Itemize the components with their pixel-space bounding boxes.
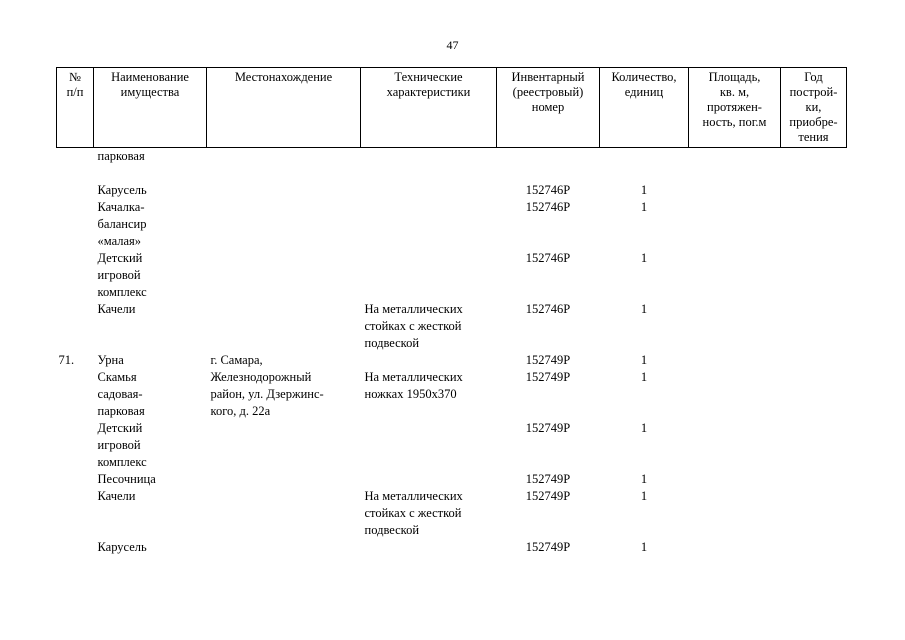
property-table — [56, 67, 847, 556]
cell-inventory: 152749Р — [525, 370, 571, 384]
cell-num — [57, 539, 94, 556]
spacer-row — [57, 165, 847, 182]
cell-location — [207, 148, 361, 166]
cell-tech: На металлических стойках с жесткой подвеской — [364, 302, 463, 350]
cell-location — [207, 539, 361, 556]
cell-location — [207, 471, 361, 488]
cell-tech — [361, 471, 497, 488]
cell-area — [689, 420, 781, 471]
cell-year — [781, 301, 847, 352]
cell-name: Качели — [97, 489, 136, 503]
cell-name: парковая — [97, 149, 145, 163]
cell-year — [781, 148, 847, 166]
table-row — [57, 488, 847, 539]
cell-num — [57, 488, 94, 539]
cell-inventory: 152749Р — [525, 489, 571, 503]
cell-name: Качели — [97, 302, 136, 316]
cell-inventory: 152746Р — [525, 251, 571, 265]
cell-inventory: 152746Р — [525, 302, 571, 316]
cell-quantity: 1 — [640, 489, 648, 503]
cell-name: Детский игровой комплекс — [97, 421, 147, 469]
cell-tech — [361, 148, 497, 166]
cell-area — [689, 369, 781, 420]
cell-tech: На металлических ножках 1950х370 — [364, 370, 463, 401]
table-row — [57, 539, 847, 556]
cell-tech — [361, 539, 497, 556]
cell-num — [57, 250, 94, 301]
cell-tech — [361, 352, 497, 369]
cell-area — [689, 539, 781, 556]
cell-num — [57, 420, 94, 471]
cell-num — [57, 301, 94, 352]
cell-location — [207, 488, 361, 539]
cell-location: г. Самара, — [210, 353, 263, 367]
cell-area — [689, 148, 781, 166]
cell-inventory: 152746Р — [525, 200, 571, 214]
header-year: Год построй- ки, приобре- тения — [781, 68, 847, 148]
cell-inventory: 152749Р — [525, 421, 571, 435]
cell-area — [689, 352, 781, 369]
cell-quantity: 1 — [640, 183, 648, 197]
cell-area — [689, 301, 781, 352]
header-tech: Технические характеристики — [361, 68, 497, 148]
table-row — [57, 301, 847, 352]
cell-location — [207, 420, 361, 471]
header-area: Площадь, кв. м, протяжен- ность, пог.м — [689, 68, 781, 148]
cell-tech — [361, 420, 497, 471]
table-row — [57, 352, 847, 369]
cell-year — [781, 488, 847, 539]
cell-num — [57, 471, 94, 488]
cell-location — [207, 199, 361, 250]
cell-num — [57, 199, 94, 250]
cell-area — [689, 250, 781, 301]
table-row — [57, 182, 847, 199]
cell-year — [781, 352, 847, 369]
header-inventory: Инвентарный (реестровый) номер — [497, 68, 600, 148]
cell-location — [207, 301, 361, 352]
table-header-row — [57, 68, 847, 148]
table-row — [57, 369, 847, 420]
table-row — [57, 148, 847, 166]
cell-area — [689, 471, 781, 488]
cell-year — [781, 182, 847, 199]
cell-quantity: 1 — [640, 370, 648, 384]
cell-quantity: 1 — [640, 353, 648, 367]
cell-inventory: 152749Р — [525, 540, 571, 554]
cell-year — [781, 250, 847, 301]
cell-year — [781, 369, 847, 420]
cell-quantity: 1 — [640, 472, 648, 486]
cell-name: Карусель — [97, 540, 147, 554]
cell-inventory — [497, 148, 600, 166]
table-row — [57, 250, 847, 301]
cell-tech — [361, 250, 497, 301]
cell-name: Карусель — [97, 183, 147, 197]
cell-inventory: 152749Р — [525, 472, 571, 486]
cell-quantity: 1 — [640, 421, 648, 435]
cell-name: Детский игровой комплекс — [97, 251, 147, 299]
cell-name: Урна — [97, 353, 124, 367]
cell-location — [207, 250, 361, 301]
header-quantity: Количество, единиц — [600, 68, 689, 148]
table-row — [57, 471, 847, 488]
cell-year — [781, 420, 847, 471]
cell-tech — [361, 182, 497, 199]
header-location: Местонахождение — [207, 68, 361, 148]
cell-location: Железнодорожный район, ул. Дзержинс- кого, д. 22а — [210, 370, 324, 418]
cell-location — [207, 182, 361, 199]
cell-year — [781, 199, 847, 250]
cell-tech: На металлических стойках с жесткой подвеской — [364, 489, 463, 537]
cell-num — [57, 369, 94, 420]
cell-area — [689, 182, 781, 199]
header-name: Наименование имущества — [94, 68, 207, 148]
cell-name: Скамья садовая- парковая — [97, 370, 145, 418]
header-num: № п/п — [57, 68, 94, 148]
cell-quantity: 1 — [640, 540, 648, 554]
cell-tech — [361, 199, 497, 250]
cell-year — [781, 539, 847, 556]
cell-name: Песочница — [97, 472, 156, 486]
cell-num — [57, 148, 94, 166]
cell-quantity: 1 — [640, 302, 648, 316]
page-number: 47 — [446, 38, 459, 52]
cell-quantity: 1 — [640, 200, 648, 214]
cell-area — [689, 488, 781, 539]
table-row — [57, 420, 847, 471]
cell-num: 71. — [58, 353, 75, 367]
cell-year — [781, 471, 847, 488]
cell-inventory: 152746Р — [525, 183, 571, 197]
table-row — [57, 199, 847, 250]
cell-area — [689, 199, 781, 250]
cell-inventory: 152749Р — [525, 353, 571, 367]
cell-quantity — [600, 148, 689, 166]
cell-name: Качалка- балансир «малая» — [97, 200, 147, 248]
cell-num — [57, 182, 94, 199]
cell-quantity: 1 — [640, 251, 648, 265]
